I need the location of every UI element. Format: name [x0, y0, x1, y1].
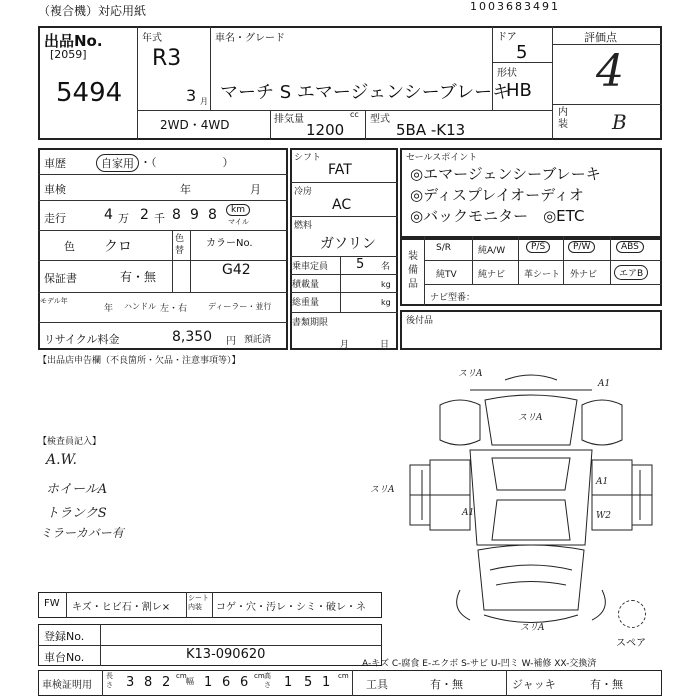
equip-nav: 純ナビ: [478, 270, 506, 280]
history-label: 車歴: [44, 157, 66, 170]
era-year: R3: [152, 46, 182, 71]
mileage-unit-km: km: [226, 204, 250, 216]
car-damage-diagram: [370, 360, 662, 640]
drive-value: 2WD・4WD: [160, 118, 230, 132]
shape-label: 形状: [497, 68, 517, 79]
handle-value: 左・右: [160, 304, 188, 314]
score-label: 評価点: [584, 31, 617, 44]
mileage-d1: 4: [104, 207, 113, 223]
deadline-day-unit: 日: [380, 340, 390, 350]
declaration-label: 【出品店申告欄（不良箇所・欠品・注意事項等）】: [38, 356, 241, 366]
mileage-label: 走行: [44, 212, 66, 225]
inspection-label: 車検: [44, 183, 66, 196]
lot-number: 5494: [56, 78, 123, 108]
wid-d3: 6: [240, 675, 249, 690]
seat-label: シート内装: [188, 594, 209, 611]
color-code-label: カラーNo.: [206, 238, 253, 249]
inspector-note-4: ミラーカバー有: [40, 526, 124, 540]
len-unit: cm: [176, 672, 187, 680]
wid-d2: 6: [222, 675, 231, 690]
load-unit: kg: [381, 280, 391, 289]
mark-right-door: A1: [596, 477, 609, 487]
fw-items: キズ・ヒビ石・割レ×: [72, 602, 171, 613]
len-d2: 8: [144, 675, 153, 690]
type-label: 型式: [370, 114, 390, 125]
model-name: マーチ S エマージェンシーブレーキ: [220, 82, 511, 103]
sales-point-1: ◎エマージェンシーブレーキ: [410, 165, 601, 183]
mileage-d5: 8: [208, 207, 217, 223]
fuel-value: ガソリン: [320, 236, 376, 252]
dealer-value: ディーラー・並行: [208, 302, 272, 311]
nav-model-label: ナビ型番：: [430, 293, 476, 303]
handle-label: ハンドル: [124, 302, 156, 311]
shape-value: HB: [506, 80, 532, 101]
mark-front-bumper: スリA: [520, 623, 545, 633]
fuel-label: 燃料: [294, 221, 313, 231]
sales-point-2: ◎ディスプレイオーディオ: [410, 186, 584, 204]
specs-block: [38, 148, 288, 350]
inspector-note-2: ホイールA: [46, 482, 108, 497]
aftermarket-block: [400, 310, 662, 350]
equip-sr: S/R: [436, 243, 451, 253]
model-label: 車名・グレード: [215, 33, 285, 44]
recycle-value: 8,350: [172, 329, 213, 345]
mileage-unit-mile: マイル: [228, 218, 249, 226]
mark-trunk: スリA: [518, 413, 543, 423]
deadline-month-unit: 月: [340, 340, 350, 350]
doors-label: ドア: [497, 32, 517, 43]
capacity-unit: 名: [381, 262, 391, 272]
chassis-value: K13-090620: [186, 647, 266, 662]
score-value: 4: [596, 46, 624, 97]
mark-right-front-door: W2: [596, 511, 611, 521]
displacement-unit: cc: [350, 110, 359, 119]
seat-items: コゲ・穴・汚レ・シミ・破レ・ネ: [216, 602, 366, 613]
doors-value: 5: [516, 42, 528, 63]
sales-points-label: セールスポイント: [406, 153, 478, 163]
sheet-type: （複合機）対応用紙: [38, 4, 147, 18]
inspector-note-1: A.W.: [46, 452, 77, 468]
hgt-unit: cm: [338, 672, 349, 680]
aftermarket-label: 後付品: [406, 316, 434, 326]
year-label: 年式: [142, 33, 162, 44]
load-label: 積載量: [292, 280, 320, 290]
capacity-value: 5: [356, 257, 365, 272]
lot-label: 出品No.: [44, 32, 103, 50]
cert-label: 車検証明用: [42, 680, 92, 691]
equip-tv: 純TV: [436, 270, 457, 280]
len-d1: 3: [126, 675, 135, 690]
inspection-month-unit: 月: [250, 183, 261, 196]
mark-rear-right: A1: [598, 379, 611, 389]
lot-small-number: [2059]: [50, 48, 87, 61]
equip-abs: ABS: [616, 241, 644, 253]
interior-label: 内装: [558, 107, 568, 130]
gross-weight-unit: kg: [381, 298, 391, 307]
shift-value: FAT: [328, 162, 352, 178]
fw-label: FW: [44, 598, 60, 609]
sales-point-3: ◎バックモニター ◎ETC: [410, 207, 585, 225]
color-value: クロ: [104, 239, 132, 255]
hgt-label: 高さ: [264, 672, 271, 689]
registration-label: 登録No.: [44, 630, 85, 643]
tools-label: 工具: [366, 678, 388, 691]
inspector-note-3: トランクS: [46, 506, 107, 521]
mileage-u1: 万: [118, 212, 129, 225]
equip-aw: 純A/W: [478, 246, 506, 256]
jack-value: 有・無: [590, 678, 623, 691]
gross-weight-label: 総重量: [292, 298, 320, 308]
wid-unit: cm: [254, 672, 265, 680]
shift-label: シフト: [294, 153, 322, 163]
mileage-d3: 8: [172, 207, 181, 223]
color-code: G42: [222, 262, 251, 278]
len-label: 長さ: [106, 672, 113, 689]
mark-left-side: スリA: [370, 485, 395, 495]
origin-label: モデル年: [40, 297, 68, 305]
recycle-note: 預託済: [244, 335, 272, 345]
wid-d1: 1: [204, 675, 213, 690]
warranty-value: 有・無: [120, 270, 157, 284]
recycle-label: リサイクル料金: [44, 333, 120, 346]
origin-year-unit: 年: [104, 304, 114, 314]
deadline-label: 書類期限: [292, 318, 329, 328]
equipment-label: 装備品: [408, 251, 418, 290]
mileage-u2: 千: [154, 212, 165, 225]
interior-value: B: [612, 110, 627, 134]
color-label: 色: [64, 240, 75, 253]
mileage-d4: 9: [190, 207, 199, 223]
top-number: 1003683491: [470, 0, 560, 13]
hgt-d3: 1: [322, 675, 331, 690]
mark-left-door: A1: [462, 508, 475, 518]
hgt-d2: 5: [304, 675, 313, 690]
year-month: 3: [186, 86, 197, 105]
spare-label: スペア: [616, 638, 646, 649]
equip-ps: P/S: [526, 241, 550, 253]
chassis-label: 車台No.: [44, 651, 85, 664]
wid-label: 幅: [186, 677, 194, 686]
type-value: 5BA -K13: [396, 121, 466, 139]
jack-label: ジャッキ: [512, 678, 556, 691]
inspector-label: 【検査員記入】: [38, 437, 102, 447]
ac-value: AC: [332, 197, 352, 213]
inspection-year-unit: 年: [180, 183, 191, 196]
color-change-label: 色替: [175, 234, 185, 256]
hgt-d1: 1: [284, 675, 293, 690]
len-d3: 2: [162, 675, 171, 690]
ac-label: 冷房: [294, 187, 313, 197]
displacement-label: 排気量: [274, 114, 304, 125]
equip-leather: 革シート: [524, 270, 561, 280]
damage-legend: A-キズ C-腐食 E-エクボ S-サビ U-凹ミ W-補修 XX-交換済: [362, 659, 597, 669]
equip-ext-nav: 外ナビ: [570, 270, 598, 280]
spare-tire-icon: [618, 600, 646, 628]
equip-airbag: エアB: [614, 265, 648, 280]
displacement-value: 1200: [306, 121, 345, 139]
equip-pw: P/W: [568, 241, 595, 253]
mark-rear-bumper: スリA: [458, 369, 483, 379]
tools-value: 有・無: [430, 678, 463, 691]
mileage-d2: 2: [140, 207, 149, 223]
year-month-unit: 月: [200, 97, 208, 106]
capacity-label: 乗車定員: [292, 262, 329, 272]
history-selected: 自家用: [96, 154, 139, 172]
recycle-unit: 円: [226, 336, 236, 347]
warranty-label: 保証書: [44, 272, 77, 285]
history-rest: ・（ ）: [140, 156, 234, 169]
